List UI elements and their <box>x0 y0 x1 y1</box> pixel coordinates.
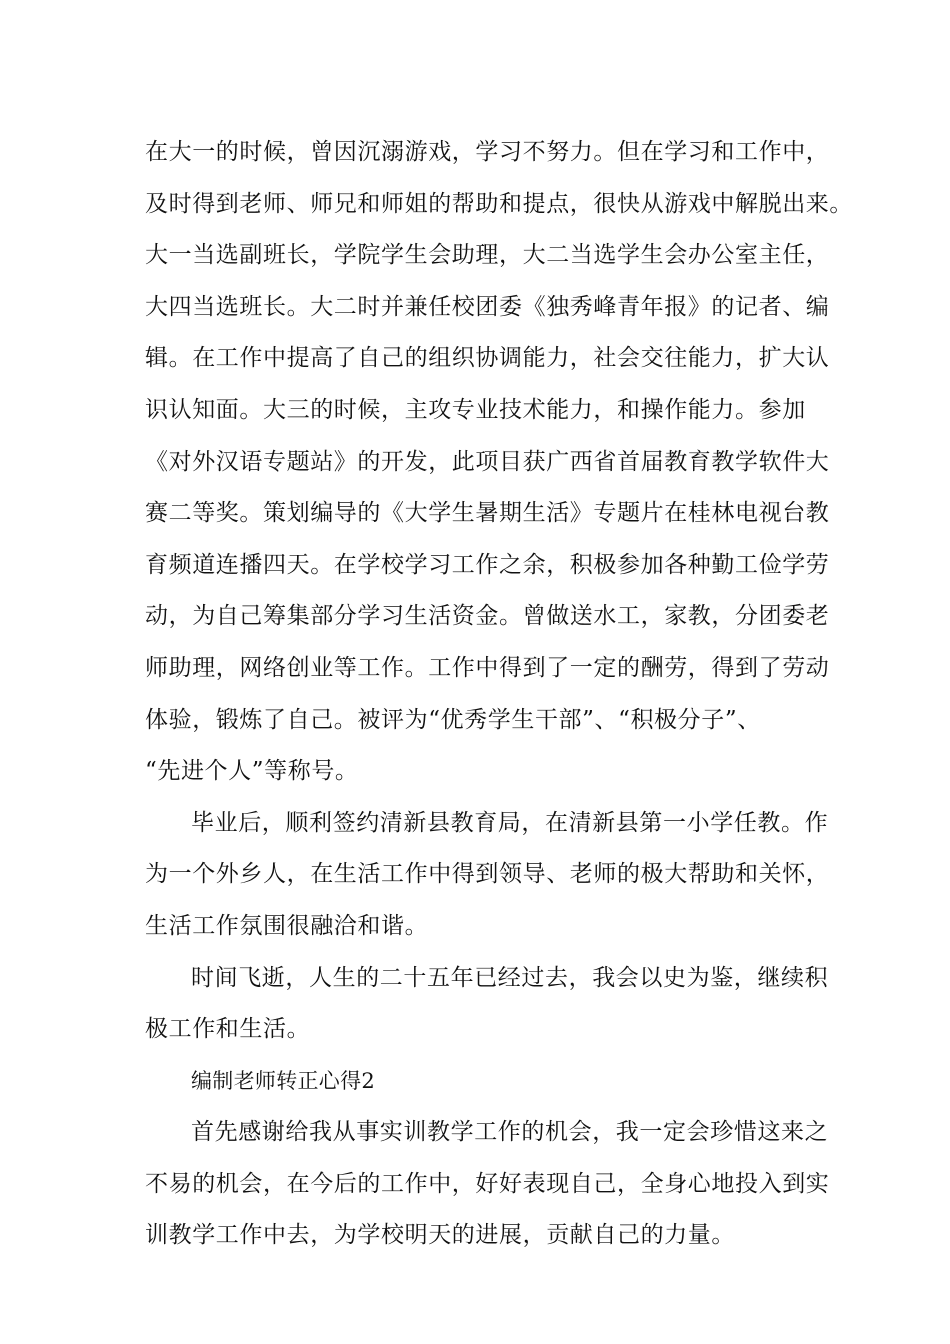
paragraph-line: 识认知面。大三的时候，主攻专业技术能力，和操作能力。参加 <box>145 396 806 423</box>
paragraph-line: 动，为自己筹集部分学习生活资金。曾做送水工，家教，分团委老 <box>145 603 830 630</box>
paragraph-line: 时间飞逝，人生的二十五年已经过去，我会以史为鉴，继续积 <box>191 964 829 991</box>
paragraph-line: 首先感谢给我从事实训教学工作的机会，我一定会珍惜这来之 <box>191 1119 829 1146</box>
paragraph-line: 生活工作氛围很融洽和谐。 <box>145 912 429 939</box>
paragraph-line: 赛二等奖。策划编导的《大学生暑期生活》专题片在桂林电视台教 <box>145 500 830 527</box>
paragraph-line: 训教学工作中去，为学校明天的进展，贡献自己的力量。 <box>145 1222 735 1249</box>
paragraph-line: 在大一的时候，曾因沉溺游戏，学习不努力。但在学习和工作中， <box>145 139 830 165</box>
paragraph-line: 体验，锻炼了自己。被评为“优秀学生干部”、“积极分子”、 <box>145 706 761 733</box>
paragraph-line: “先进个人”等称号。 <box>145 758 359 785</box>
paragraph-line: 不易的机会，在今后的工作中，好好表现自己，全身心地投入到实 <box>145 1170 830 1197</box>
paragraph-line: 大一当选副班长，学院学生会助理，大二当选学生会办公室主任， <box>145 242 830 269</box>
section-heading: 编制老师转正心得2 <box>191 1068 376 1093</box>
paragraph-line: 及时得到老师、师兄和师姐的帮助和提点，很快从游戏中解脱出来。 <box>145 190 853 217</box>
paragraph-line: 大四当选班长。大二时并兼任校团委《独秀峰青年报》的记者、编 <box>145 293 830 320</box>
paragraph-line: 育频道连播四天。在学校学习工作之余，积极参加各种勤工俭学劳 <box>145 551 830 578</box>
paragraph-line: 《对外汉语专题站》的开发，此项目获广西省首届教育教学软件大 <box>145 448 830 475</box>
paragraph-line: 为一个外乡人，在生活工作中得到领导、老师的极大帮助和关怀， <box>145 861 830 888</box>
paragraph-line: 毕业后，顺利签约清新县教育局，在清新县第一小学任教。作 <box>191 809 829 836</box>
document-body <box>145 127 853 1262</box>
paragraph-line: 师助理，网络创业等工作。工作中得到了一定的酬劳，得到了劳动 <box>145 654 830 681</box>
paragraph-line: 极工作和生活。 <box>145 1016 311 1043</box>
paragraph-line: 辑。在工作中提高了自己的组织协调能力，社会交往能力，扩大认 <box>145 345 830 372</box>
